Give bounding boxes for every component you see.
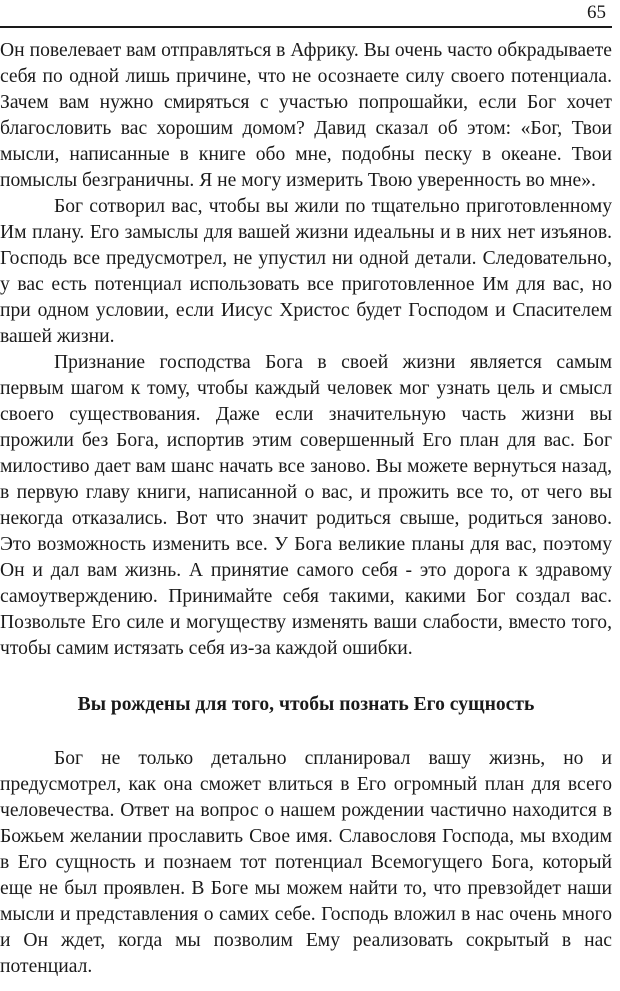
- paragraph: Бог не только детально спланировал вашу жизнь, но и предусмотрел, как она сможет влиться в Его огромный план для всего человечества. Ответ на вопрос о нашем рождении частично находится в Божьем желании прославить Свое имя. Славословя Господа, мы входим в Его сущность и познаем тот потенциал Всемогущего Бога, который еще не был проявлен. В Боге мы можем найти то, что превзойдет наши мысли и представления о самих себе. Господь вложил в нас очень много и Он ждет, когда мы позволим Ему реализовать сокрытый в нас потенциал.: [0, 748, 612, 977]
- paragraph: Признание господства Бога в своей жизни является самым первым шагом к тому, чтобы каждый человек мог узнать цель и смысл своего существования. Даже если значительную часть жизни вы прожили без Бога, испортив этим совершенный Его план для вас. Бог милостиво дает вам шанс начать все заново. Вы можете вернуться назад, в первую главу книги, написанной о вас, и прожить все то, от чего вы некогда отказались. Вот что значит родиться свыше, родиться заново. Это возможность изменить все. У Бога великие планы для вас, поэтому Он и дал вам жизнь. А принятие самого себя - это дорога к здравому самоутверждению. Принимайте себя такими, какими Бог создал вас. Позвольте Его силе и могуществу изменять ваши слабости, вместо того, чтобы самим истязать себя из-за каждой ошибки.: [0, 352, 612, 659]
- section-heading: Вы рождены для того, чтобы познать Его сущность: [77, 694, 535, 715]
- page-number: 65: [587, 2, 606, 23]
- paragraph: Бог сотворил вас, чтобы вы жили по тщательно приготовленному Им плану. Его замыслы для вашей жизни идеальны и в них нет изъянов. Господь все предусмотрел, не упустил ни одной детали. Следовательно, у вас есть потенциал использовать все приготовленное Им для вас, но при одном условии, если Иисус Христос будет Господом и Спасителем вашей жизни.: [0, 196, 612, 347]
- header-rule: [0, 26, 612, 28]
- body-text: [0, 38, 612, 980]
- paragraph-continuation: Он повелевает вам отправляться в Африку. Вы очень часто обкрадываете себя по одной лишь причине, что не осознаете силу своего потенциала. Зачем вам нужно смиряться с участью попрошайки, если Бог хочет благословить вас хорошим домом? Давид сказал об этом: «Бог, Твои мысли, написанные в книге обо мне, подобны песку в океане. Твои помыслы безграничны. Я не могу измерить Твою уверенность во мне».: [0, 40, 612, 191]
